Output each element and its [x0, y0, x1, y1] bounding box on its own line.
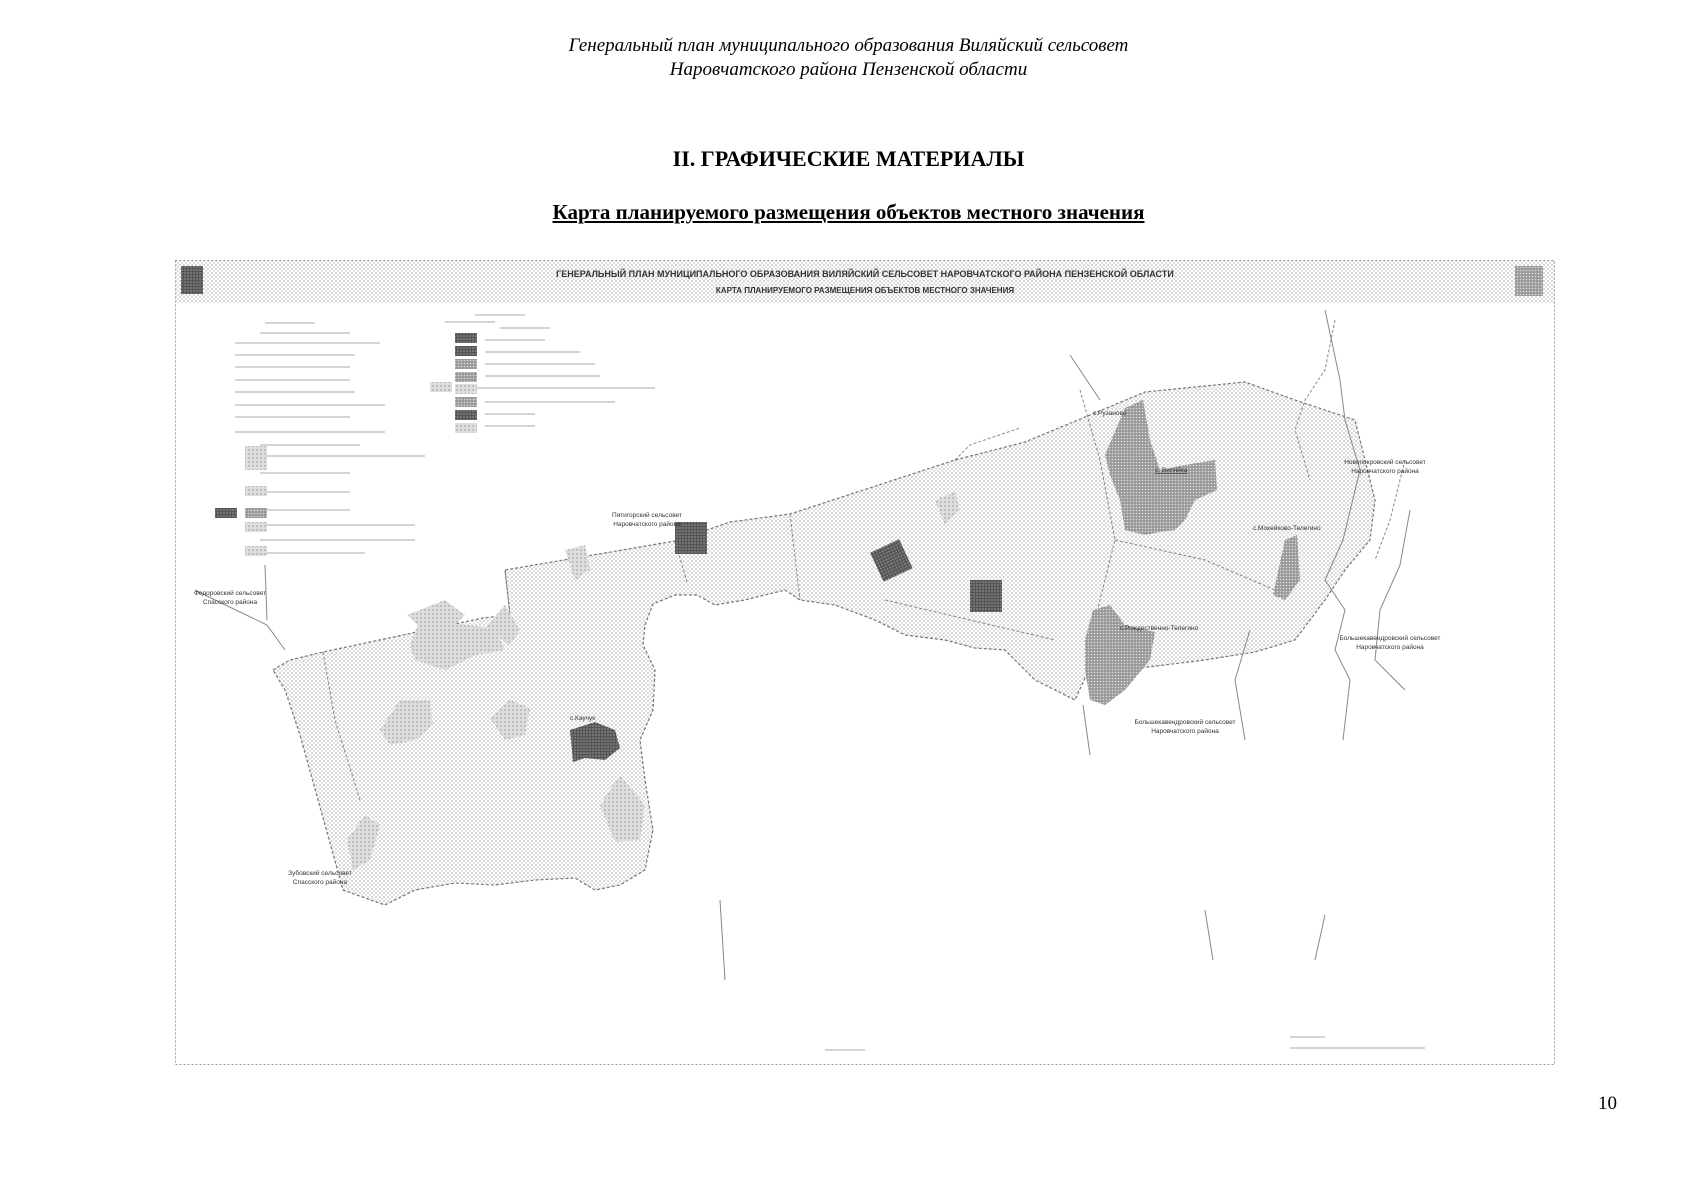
label-east-2: Наровчатского района — [1356, 644, 1424, 651]
label-mokeevo: с.Мокейково-Телегино — [1253, 525, 1321, 532]
map-title: Карта планируемого размещения объектов местного значения — [552, 200, 1145, 224]
label-south-2: Спасского района — [292, 879, 348, 886]
emblem-right — [1515, 266, 1543, 296]
label-pyatigorsk-2: Наровчатского района — [613, 521, 681, 528]
header-line-1: Генеральный план муниципального образования Виляйский сельсовет — [568, 35, 1129, 56]
map-figure — [175, 260, 1555, 1065]
emblem-left — [181, 266, 203, 294]
label-west-2: Спасского района — [202, 599, 258, 606]
map-banner — [176, 261, 1554, 303]
label-east-1: Большекавендровский сельсовет — [1339, 635, 1441, 642]
label-se-1: Большекавендровский сельсовет — [1134, 719, 1236, 726]
label-rozhdestveno: с.Рождественно-Телегино — [1120, 625, 1199, 632]
banner-line-2: КАРТА ПЛАНИРУЕМОГО РАЗМЕЩЕНИЯ ОБЪЕКТОВ МЕСТНОГО ЗНАЧЕНИЯ — [715, 286, 1015, 295]
label-ruzanovo: с.Рузаново — [1093, 410, 1127, 417]
label-se-2: Наровчатского района — [1151, 728, 1219, 735]
label-south-1: Зубовский сельсовет — [288, 870, 352, 877]
label-vilyaya: с. Виляйка — [1155, 467, 1188, 474]
label-ne-1: Новопокровский сельсовет — [1344, 459, 1426, 466]
header-line-2: Наровчатского района Пензенской области — [669, 59, 1028, 80]
label-ne-2: Наровчатского района — [1351, 468, 1419, 475]
banner-line-1: ГЕНЕРАЛЬНЫЙ ПЛАН МУНИЦИПАЛЬНОГО ОБРАЗОВАНИЯ ВИЛЯЙСКИЙ СЕЛЬСОВЕТ НАРОВЧАТСКОГО РАЙОНА ПЕНЗЕНСКОЙ ОБЛАСТИ — [556, 269, 1174, 279]
label-west-1: Федоровский сельсовет — [193, 590, 267, 597]
label-pyatigorsk-1: Пятигорский сельсовет — [612, 512, 682, 519]
document-header — [0, 34, 1697, 82]
label-kauchus: с.Каучук — [570, 715, 596, 722]
page-number: 10 — [1598, 1093, 1617, 1114]
section-title: II. ГРАФИЧЕСКИЕ МАТЕРИАЛЫ — [672, 146, 1025, 171]
planned-object-3 — [970, 580, 1002, 612]
